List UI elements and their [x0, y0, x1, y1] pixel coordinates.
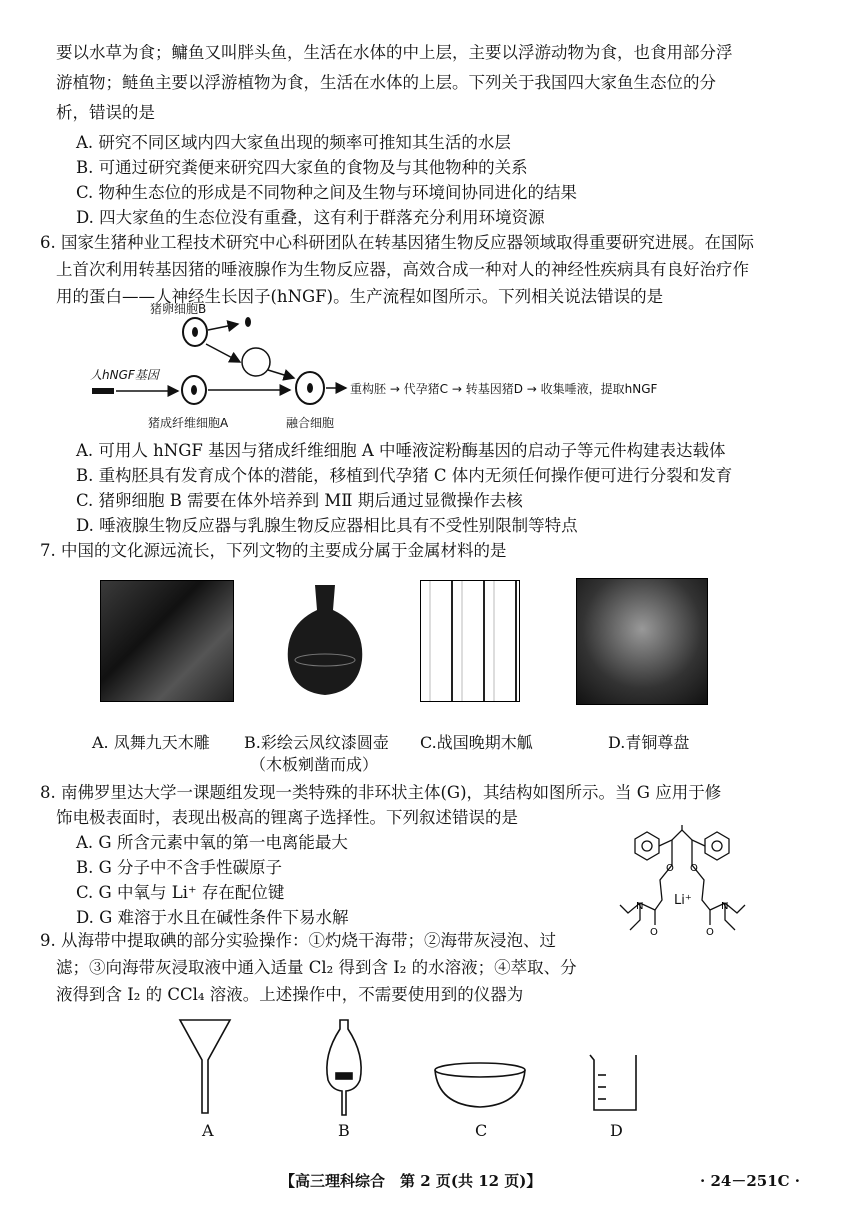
q6-line2: 上首次利用转基因猪的唾液腺作为生物反应器，高效合成一种对人的神经性疾病具有良好治疗作 — [56, 260, 749, 279]
beaker — [590, 1055, 636, 1110]
q6-flow-diagram — [80, 300, 800, 440]
hngf-gene-bar — [92, 388, 114, 394]
wood-carving-photo — [100, 580, 234, 702]
fusion-cell-label: 融合细胞 — [286, 416, 335, 430]
q9-line2: 滤；③向海带灰浸取液中通入适量 Cl₂ 得到含 I₂ 的水溶液；④萃取、分 — [56, 958, 577, 977]
q5-option-d: D. 四大家鱼的生态位没有重叠，这有利于群落充分利用环境资源 — [76, 208, 545, 227]
q5-line2: 游植物；鲢鱼主要以浮游植物为食，生活在水体的上层。下列关于我国四大家鱼生态位的分 — [56, 73, 716, 92]
lacquer-pot-photo — [280, 580, 370, 700]
q6-option-c: C. 猪卵细胞 B 需要在体外培养到 MⅡ 期后通过显微操作去核 — [76, 491, 523, 510]
removed-nucleus — [245, 317, 251, 327]
q5-option-b: B. 可通过研究粪便来研究四大家鱼的食物及与其他物种的关系 — [76, 158, 528, 177]
fibroblast-label: 猪成纤维细胞A — [148, 416, 229, 430]
apparatus-label-d: D — [610, 1121, 623, 1140]
page-footer-center: 【高三理科综合 第 2 页(共 12 页)】 — [280, 1172, 542, 1190]
apparatus-label-a: A — [202, 1121, 214, 1140]
enucleated-egg — [242, 348, 270, 376]
q7-option-d: D.青铜尊盘 — [608, 733, 690, 752]
funnel — [180, 1020, 230, 1113]
svg-text:O: O — [706, 927, 714, 938]
q5-line3: 析，错误的是 — [56, 103, 155, 122]
wooden-gu-photo — [420, 580, 520, 702]
svg-text:O: O — [650, 927, 658, 938]
q8-option-d: D. G 难溶于水且在碱性条件下易水解 — [76, 908, 349, 927]
q6-line3: 用的蛋白——人神经生长因子(hNGF)。生产流程如图所示。下列相关说法错误的是 — [56, 287, 664, 306]
q6-line1: 6. 国家生猪种业工程技术研究中心科研团队在转基因猪生物反应器领域取得重要研究进展。在国际 — [40, 233, 754, 252]
q5-option-c: C. 物种生态位的形成是不同物种之间及生物与环境间协同进化的结果 — [76, 183, 578, 202]
apparatus-label-b: B — [338, 1121, 350, 1140]
q8-option-b: B. G 分子中不含手性碳原子 — [76, 858, 283, 877]
q6-option-a: A. 可用人 hNGF 基因与猪成纤维细胞 A 中唾液淀粉酶基因的启动子等元件构建表达载体 — [76, 441, 726, 460]
q5-option-a: A. 研究不同区域内四大家鱼出现的频率可推知其生活的水层 — [76, 133, 511, 152]
lithium-ion-label: Li⁺ — [674, 893, 692, 908]
q8-line1: 8. 南佛罗里达大学一课题组发现一类特殊的非环状主体(G)，其结构如图所示。当 G 应用于修 — [40, 783, 722, 802]
separatory-funnel — [327, 1020, 361, 1115]
q5-line1: 要以水草为食；鳙鱼又叫胖头鱼，生活在水体的中上层，主要以浮游动物为食，也食用部分浮 — [56, 43, 733, 62]
q7-option-b: B.彩绘云凤纹漆圆壶 — [244, 733, 389, 752]
q8-line2: 饰电极表面时，表现出极高的锂离子选择性。下列叙述错误的是 — [56, 808, 518, 827]
molecule-svg — [600, 825, 780, 950]
apparatus-svg — [170, 1015, 690, 1120]
egg-cell-label: 猪卵细胞B — [150, 302, 207, 316]
q8-option-a: A. G 所含元素中氧的第一电离能最大 — [76, 833, 348, 852]
q7-line1: 7. 中国的文化源远流长，下列文物的主要成分属于金属材料的是 — [40, 541, 507, 560]
bronze-zunpan-photo — [576, 578, 708, 705]
q7-option-c: C.战国晚期木觚 — [420, 733, 533, 752]
page-footer-code: · 24－251C · — [700, 1172, 801, 1190]
q6-option-d: D. 唾液腺生物反应器与乳腺生物反应器相比具有不受性别限制等特点 — [76, 516, 578, 535]
gene-label: 人hNGF基因 — [90, 368, 159, 382]
q8-option-c: C. G 中氧与 Li⁺ 存在配位键 — [76, 883, 285, 902]
q7-option-b-note: （木板剜凿而成） — [250, 755, 379, 774]
q9-line1: 9. 从海带中提取碘的部分实验操作：①灼烧干海带；②海带灰浸泡、过 — [40, 931, 556, 950]
apparatus-figure — [170, 1015, 690, 1155]
svg-text:N: N — [721, 901, 729, 912]
apparatus-label-c: C — [475, 1121, 488, 1140]
molecule-g-structure — [600, 825, 780, 950]
svg-text:O: O — [690, 863, 698, 874]
svg-text:N: N — [636, 901, 644, 912]
q6-option-b: B. 重构胚具有发育成个体的潜能，移植到代孕猪 C 体内无须任何操作便可进行分裂和发育 — [76, 466, 733, 485]
svg-text:O: O — [666, 863, 674, 874]
q7-option-a: A. 凤舞九天木雕 — [92, 733, 210, 752]
process-flow-text: 重构胚 → 代孕猪C → 转基因猪D → 收集唾液，提取hNGF — [350, 382, 658, 396]
q9-line3: 液得到含 I₂ 的 CCl₄ 溶液。上述操作中，不需要使用到的仪器为 — [56, 985, 524, 1004]
